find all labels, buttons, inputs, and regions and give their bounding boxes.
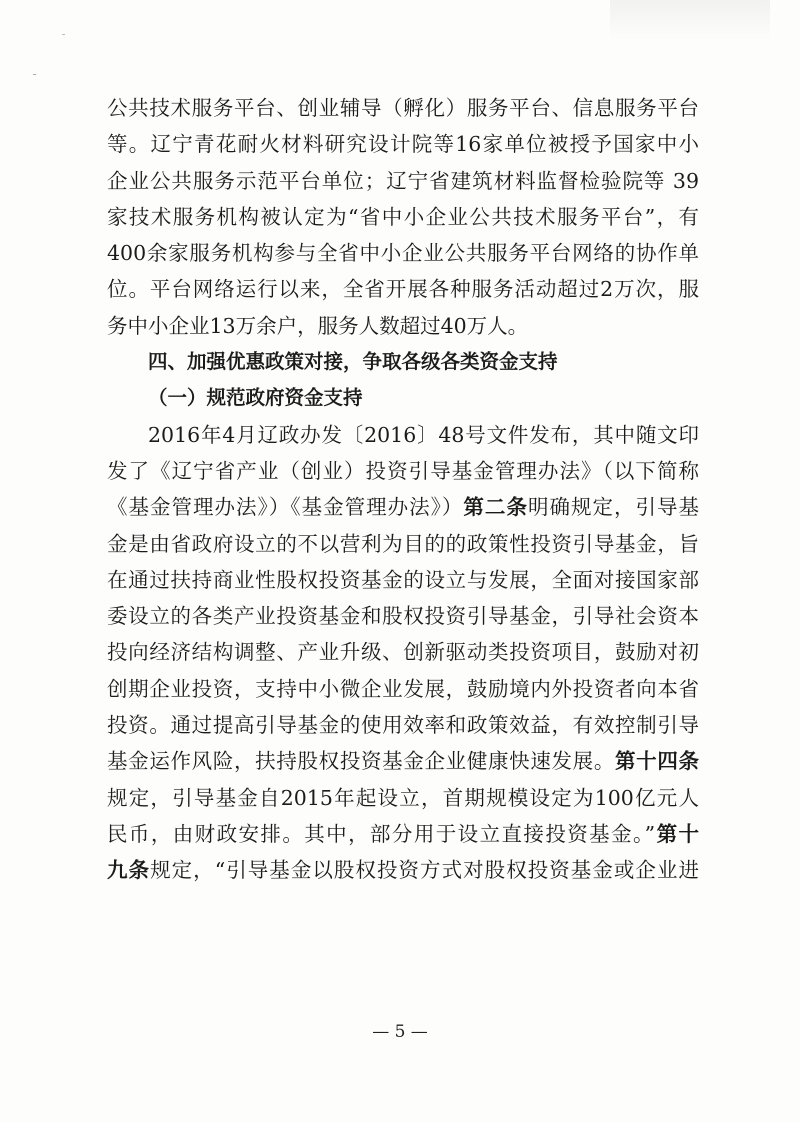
text-line: 投资。通过提高引导基金的使用效率和政策效益，有效控制引导 bbox=[107, 713, 699, 738]
text-line bbox=[107, 852, 699, 888]
article-ref: 九条 bbox=[107, 858, 151, 883]
text-line: 委设立的各类产业投资基金和股权投资引导基金，引导社会资本 bbox=[107, 604, 699, 629]
subsection-heading: （一）规范政府资金支持 bbox=[148, 386, 363, 410]
text-line: 务中小企业13万余户，服务人数超过40万人。 bbox=[107, 313, 529, 338]
article-ref: 第十 bbox=[655, 821, 699, 846]
text-line: 位。平台网络运行以来，全省开展各种服务活动超过2万次，服 bbox=[107, 277, 699, 302]
text-run: 《基金管理办法》）《基金管理办法》） bbox=[107, 495, 464, 520]
article-ref: 第二条 bbox=[463, 495, 528, 520]
text-line: 家技术服务机构被认定为“省中小企业公共技术服务平台”，有 bbox=[107, 204, 699, 229]
text-line: 400余家服务机构参与全省中小企业公共服务平台网络的协作单 bbox=[107, 241, 699, 266]
section-heading: 四、加强优惠政策对接，争取各级各类资金支持 bbox=[148, 350, 558, 374]
scan-shading bbox=[610, 0, 770, 40]
text-run: 民币，由财政安排。其中，部分用于设立直接投资基金。” bbox=[107, 821, 656, 846]
text-line: 公共技术服务平台、创业辅导（孵化）服务平台、信息服务平台 bbox=[107, 96, 699, 120]
scan-artifact bbox=[62, 34, 65, 35]
text-line bbox=[107, 816, 699, 852]
text-line bbox=[107, 743, 699, 779]
text-line: 2016年4月辽政办发〔2016〕48号文件发布，其中随文印 bbox=[148, 422, 699, 447]
scan-artifact bbox=[33, 74, 36, 75]
text-run: 基金运作风险，扶持股权投资基金企业健康快速发展。 bbox=[107, 749, 615, 774]
text-line bbox=[107, 489, 699, 525]
text-line: 投向经济结构调整、产业升级、创新驱动类投资项目，鼓励对初 bbox=[107, 640, 699, 665]
text-line: 发了《辽宁省产业（创业）投资引导基金管理办法》（以下简称 bbox=[107, 458, 699, 483]
body-text bbox=[107, 90, 699, 889]
text-line: 金是由省政府设立的不以营利为目的的政策性投资引导基金，旨 bbox=[107, 531, 699, 556]
text-line: 创期企业投资，支持中小微企业发展，鼓励境内外投资者向本省 bbox=[107, 676, 699, 701]
text-run: 规定，“引导基金以股权投资方式对股权投资基金或企业进 bbox=[150, 858, 699, 883]
article-ref: 第十四条 bbox=[615, 749, 699, 774]
text-line: 在通过扶持商业性股权投资基金的设立与发展，全面对接国家部 bbox=[107, 567, 699, 592]
text-line: 等。辽宁青花耐火材料研究设计院等16家单位被授予国家中小 bbox=[107, 132, 699, 157]
page-number: — 5 — bbox=[372, 1022, 428, 1042]
text-run: 明确规定，引导基 bbox=[527, 495, 699, 520]
text-line: 规定，引导基金自2015年起设立，首期规模设定为100亿元人 bbox=[107, 785, 699, 810]
text-line: 企业公共服务示范平台单位；辽宁省建筑材料监督检验院等 39 bbox=[107, 168, 699, 193]
